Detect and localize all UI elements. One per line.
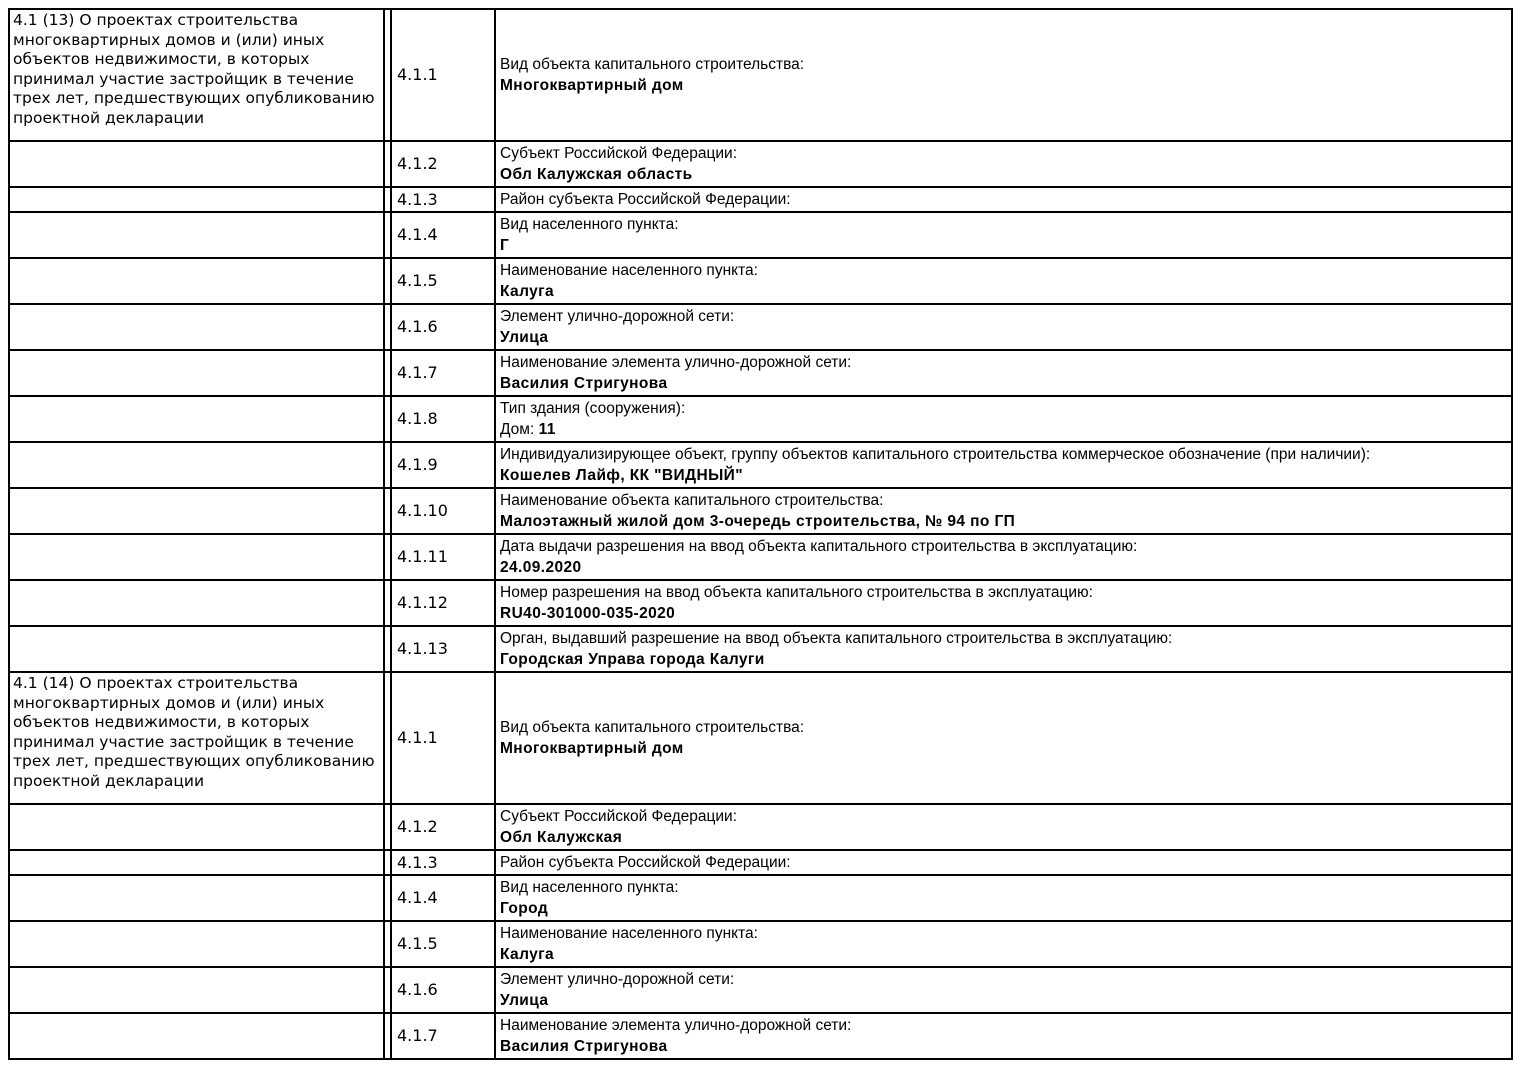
code-cell: 4.1.13 <box>391 626 495 672</box>
field-value-text: Обл Калужская <box>500 829 623 846</box>
field-label: Наименование объекта капитального строительства: <box>500 492 884 509</box>
table-row <box>9 304 1512 350</box>
field-value-text: Кошелев Лайф, КК "ВИДНЫЙ" <box>500 467 743 484</box>
table-row <box>9 212 1512 258</box>
field-cell <box>495 396 1512 442</box>
field-cell <box>495 9 1512 141</box>
field-value-text: Обл Калужская область <box>500 166 693 183</box>
field-cell <box>495 1013 1512 1059</box>
code-cell: 4.1.11 <box>391 534 495 580</box>
section-description-cell <box>9 804 384 850</box>
code-cell: 4.1.3 <box>391 187 495 212</box>
field-label: Элемент улично-дорожной сети: <box>500 308 735 325</box>
column-gap-spacer <box>384 488 391 534</box>
field-label: Наименование населенного пункта: <box>500 925 758 942</box>
column-gap-spacer <box>384 350 391 396</box>
field-value <box>500 990 1505 1011</box>
section-description-cell <box>9 258 384 304</box>
column-gap-spacer <box>384 442 391 488</box>
field-label: Вид населенного пункта: <box>500 879 679 896</box>
field-value-text: Улица <box>500 992 549 1009</box>
field-cell <box>495 626 1512 672</box>
code-cell: 4.1.1 <box>391 9 495 141</box>
field-cell <box>495 875 1512 921</box>
code-cell: 4.1.6 <box>391 967 495 1013</box>
field-value <box>500 649 1505 670</box>
field-label: Район субъекта Российской Федерации: <box>500 191 791 208</box>
table-row <box>9 626 1512 672</box>
column-gap-spacer <box>384 580 391 626</box>
field-value-text: Г <box>500 237 510 254</box>
section-description-cell <box>9 212 384 258</box>
field-value <box>500 557 1505 578</box>
table-row <box>9 442 1512 488</box>
section-description-cell <box>9 580 384 626</box>
section-description-cell <box>9 187 384 212</box>
section-description-cell <box>9 141 384 187</box>
field-label: Тип здания (сооружения): <box>500 400 686 417</box>
field-value <box>500 419 1505 440</box>
code-cell: 4.1.7 <box>391 1013 495 1059</box>
section-description-cell: 4.1 (14) О проектах строительства многоквартирных домов и (или) иных объектов недвижимости, в которых принимал участие застройщик в течение трех лет, предшествующих опубликованию проектной декларации <box>9 672 384 804</box>
field-value-text: Малоэтажный жилой дом 3-очередь строительства, № 94 по ГП <box>500 513 1016 530</box>
section-description-cell <box>9 488 384 534</box>
table-row <box>9 187 1512 212</box>
table-row <box>9 967 1512 1013</box>
field-value <box>500 827 1505 848</box>
field-value-text: Калуга <box>500 946 555 963</box>
code-cell: 4.1.4 <box>391 212 495 258</box>
table-row <box>9 350 1512 396</box>
section-description-cell <box>9 967 384 1013</box>
field-cell <box>495 534 1512 580</box>
section-description-cell <box>9 1013 384 1059</box>
table-row <box>9 672 1512 804</box>
table-row <box>9 850 1512 875</box>
field-value <box>500 235 1505 256</box>
field-value-text: Калуга <box>500 283 555 300</box>
field-value-text: Многоквартирный дом <box>500 77 684 94</box>
code-cell: 4.1.8 <box>391 396 495 442</box>
field-value-text: Улица <box>500 329 549 346</box>
field-cell <box>495 921 1512 967</box>
code-cell: 4.1.4 <box>391 875 495 921</box>
section-description-cell <box>9 921 384 967</box>
code-cell: 4.1.12 <box>391 580 495 626</box>
section-description-cell <box>9 304 384 350</box>
code-cell: 4.1.5 <box>391 921 495 967</box>
field-value-prefix: Дом: <box>500 421 539 438</box>
field-label: Район субъекта Российской Федерации: <box>500 854 791 871</box>
column-gap-spacer <box>384 187 391 212</box>
field-cell <box>495 580 1512 626</box>
column-gap-spacer <box>384 921 391 967</box>
field-label: Наименование населенного пункта: <box>500 262 758 279</box>
field-value <box>500 373 1505 394</box>
field-value <box>500 511 1505 532</box>
column-gap-spacer <box>384 534 391 580</box>
field-value-text: Город <box>500 900 549 917</box>
section-description-cell <box>9 442 384 488</box>
column-gap-spacer <box>384 141 391 187</box>
field-label: Субъект Российской Федерации: <box>500 808 738 825</box>
field-cell <box>495 488 1512 534</box>
field-cell <box>495 967 1512 1013</box>
table-row <box>9 1013 1512 1059</box>
field-value <box>500 738 1505 759</box>
field-label: Субъект Российской Федерации: <box>500 145 738 162</box>
field-cell <box>495 672 1512 804</box>
field-label: Вид объекта капитального строительства: <box>500 56 805 73</box>
field-cell <box>495 804 1512 850</box>
column-gap-spacer <box>384 626 391 672</box>
field-value-text: RU40-301000-035-2020 <box>500 605 676 622</box>
column-gap-spacer <box>384 212 391 258</box>
table-row <box>9 921 1512 967</box>
field-cell <box>495 350 1512 396</box>
field-cell <box>495 304 1512 350</box>
code-cell: 4.1.1 <box>391 672 495 804</box>
field-value <box>500 1036 1505 1057</box>
field-label: Дата выдачи разрешения на ввод объекта капитального строительства в эксплуатацию: <box>500 538 1138 555</box>
field-cell <box>495 258 1512 304</box>
section-description-cell <box>9 850 384 875</box>
table-row <box>9 488 1512 534</box>
section-description-cell <box>9 875 384 921</box>
field-value-text: Многоквартирный дом <box>500 740 684 757</box>
section-description-cell <box>9 396 384 442</box>
table-row <box>9 141 1512 187</box>
column-gap-spacer <box>384 9 391 141</box>
code-cell: 4.1.9 <box>391 442 495 488</box>
code-cell: 4.1.2 <box>391 141 495 187</box>
code-cell: 4.1.7 <box>391 350 495 396</box>
table-row <box>9 534 1512 580</box>
table-row <box>9 580 1512 626</box>
declaration-table-body <box>9 9 1512 1059</box>
field-value-text: 24.09.2020 <box>500 559 582 576</box>
field-label: Номер разрешения на ввод объекта капитального строительства в эксплуатацию: <box>500 584 1093 601</box>
column-gap-spacer <box>384 967 391 1013</box>
field-value-text: Василия Стригунова <box>500 375 668 392</box>
field-cell <box>495 850 1512 875</box>
table-row <box>9 804 1512 850</box>
code-cell: 4.1.3 <box>391 850 495 875</box>
field-label: Вид объекта капитального строительства: <box>500 719 805 736</box>
table-row <box>9 396 1512 442</box>
column-gap-spacer <box>384 850 391 875</box>
field-value <box>500 281 1505 302</box>
field-cell <box>495 187 1512 212</box>
column-gap-spacer <box>384 258 391 304</box>
table-row <box>9 9 1512 141</box>
code-cell: 4.1.2 <box>391 804 495 850</box>
field-value-text: Городская Управа города Калуги <box>500 651 765 668</box>
field-value <box>500 75 1505 96</box>
field-label: Элемент улично-дорожной сети: <box>500 971 735 988</box>
field-value <box>500 944 1505 965</box>
field-value <box>500 465 1505 486</box>
field-label: Орган, выдавший разрешение на ввод объекта капитального строительства в эксплуатацию: <box>500 630 1173 647</box>
field-label: Наименование элемента улично-дорожной сети: <box>500 1017 852 1034</box>
field-cell <box>495 442 1512 488</box>
column-gap-spacer <box>384 304 391 350</box>
code-cell: 4.1.6 <box>391 304 495 350</box>
section-description-cell <box>9 534 384 580</box>
code-cell: 4.1.5 <box>391 258 495 304</box>
code-cell: 4.1.10 <box>391 488 495 534</box>
column-gap-spacer <box>384 875 391 921</box>
section-description-cell <box>9 350 384 396</box>
field-value <box>500 898 1505 919</box>
field-label: Индивидуализирующее объект, группу объектов капитального строительства коммерческое обозначение (при наличии): <box>500 446 1371 463</box>
field-value <box>500 164 1505 185</box>
section-description-cell: 4.1 (13) О проектах строительства многоквартирных домов и (или) иных объектов недвижимости, в которых принимал участие застройщик в течение трех лет, предшествующих опубликованию проектной декларации <box>9 9 384 141</box>
field-value <box>500 603 1505 624</box>
column-gap-spacer <box>384 672 391 804</box>
table-row <box>9 258 1512 304</box>
column-gap-spacer <box>384 1013 391 1059</box>
table-row <box>9 875 1512 921</box>
field-value-text: 11 <box>538 421 556 438</box>
section-description-cell <box>9 626 384 672</box>
column-gap-spacer <box>384 396 391 442</box>
field-cell <box>495 141 1512 187</box>
field-label: Наименование элемента улично-дорожной сети: <box>500 354 852 371</box>
field-cell <box>495 212 1512 258</box>
field-value <box>500 327 1505 348</box>
field-label: Вид населенного пункта: <box>500 216 679 233</box>
declaration-table <box>8 8 1513 1060</box>
column-gap-spacer <box>384 804 391 850</box>
field-value-text: Василия Стригунова <box>500 1038 668 1055</box>
